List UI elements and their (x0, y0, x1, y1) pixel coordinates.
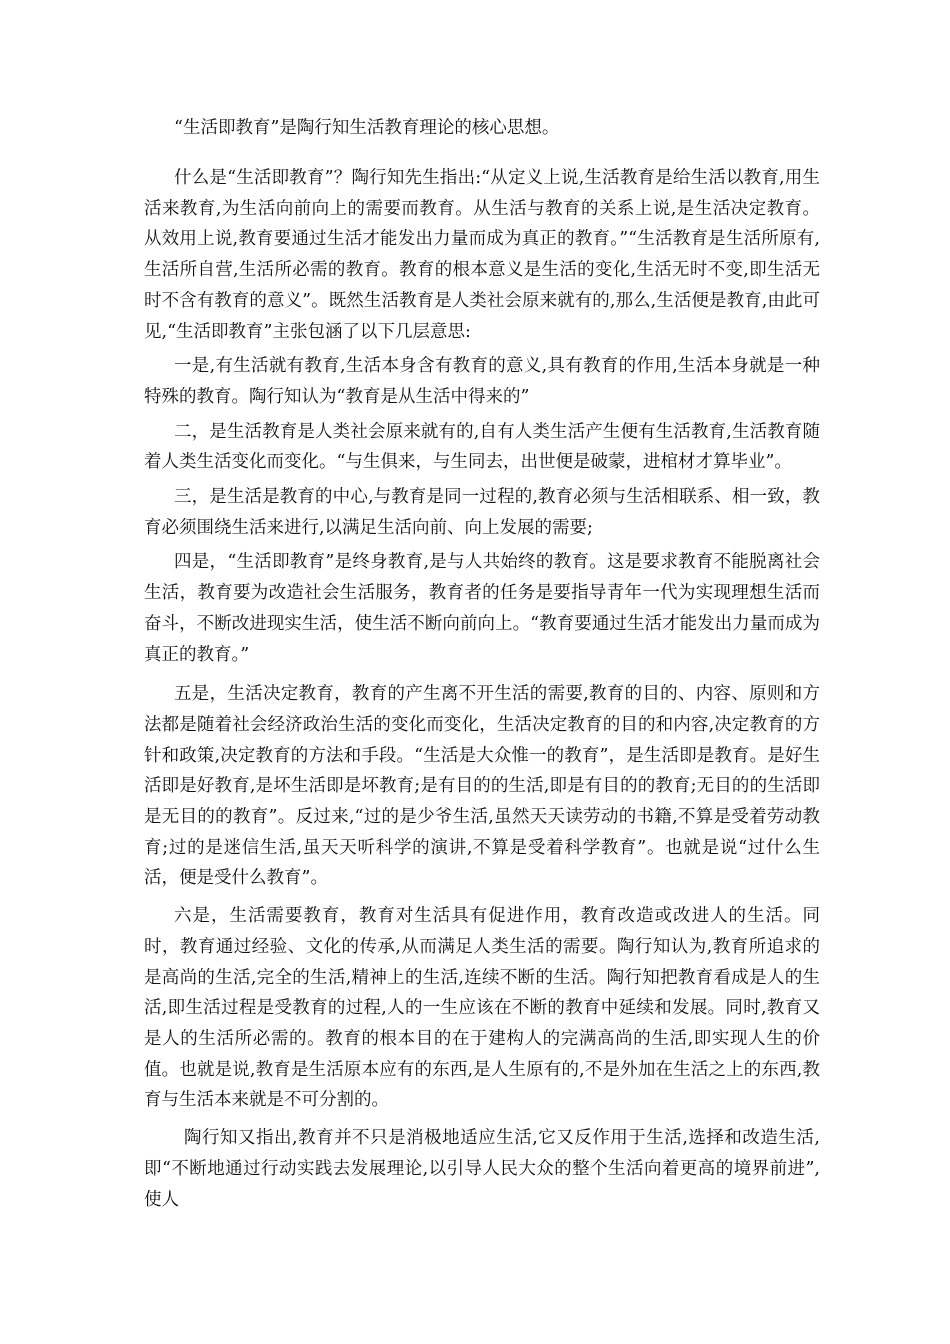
document-body (144, 163, 820, 1215)
paragraph-point-6: 六是，生活需要教育，教育对生活具有促进作用，教育改造或改进人的生活。同时，教育通过经验、文化的传承,从而满足人类生活的需要。陶行知认为,教育所追求的是高尚的生活,完全的生活,精神上的生活,连续不断的生活。陶行知把教育看成是人的生活,即生活过程是受教育的过程,人的一生应该在不断的教育中延续和发展。同时,教育又是人的生活所必需的。教育的根本目的在于建构人的完满高尚的生活,即实现人生的价值。也就是说,教育是生活原本应有的东西,是人生原有的,不是外加在生活之上的东西,教育与生活本来就是不可分割的。 (144, 906, 820, 1111)
paragraph-point-3: 三，是生活是教育的中心,与教育是同一过程的,教育必须与生活相联系、相一致，教育必须围绕生活来进行,以满足生活向前、向上发展的需要; (144, 487, 820, 538)
lead-sentence: “生活即教育”是陶行知生活教育理论的核心思想。 (174, 118, 560, 138)
paragraph-point-4: 四是，“生活即教育”是终身教育,是与人共始终的教育。这是要求教育不能脱离社会生活，教育要为改造社会生活服务，教育者的任务是要指导青年一代为实现理想生活而奋斗，不断改进现实生活，使生活不断向前向上。“教育要通过生活才能发出力量而成为真正的教育。” (144, 552, 820, 665)
paragraph-point-5: 五是，生活决定教育，教育的产生离不开生活的需要,教育的目的、内容、原则和方法都是随着社会经济政治生活的变化而变化，生活决定教育的目的和内容,决定教育的方针和政策,决定教育的方法和手段。“生活是大众惟一的教育”，是生活即是教育。是好生活即是好教育,是坏生活即是坏教育;是有目的的生活,即是有目的的教育;无目的的生活即是无目的的教育”。反过来,“过的是少爷生活,虽然天天读劳动的书籍,不算是受着劳动教育;过的是迷信生活,虽天天听科学的演讲,不算是受着科学教育”。也就是说“过什么生活，便是受什么教育”。 (144, 684, 820, 889)
paragraph-definition: 什么是“生活即教育”？陶行知先生指出:“从定义上说,生活教育是给生活以教育,用生活来教育,为生活向前向上的需要而教育。从生活与教育的关系上说,是生活决定教育。从效用上说,教育要通过生活才能发出力量而成为真正的教育。”“生活教育是生活所原有,生活所自营,生活所必需的教育。教育的根本意义是生活的变化,生活无时不变,即生活无时不含有教育的意义”。既然生活教育是人类社会原来就有的,那么,生活便是教育,由此可见,“生活即教育”主张包涵了以下几层意思: (144, 168, 820, 342)
paragraph-point-2: 二，是生活教育是人类社会原来就有的,自有人类生活产生便有生活教育,生活教育随着人类生活变化而变化。“与生俱来，与生同去，出世便是破蒙，进棺材才算毕业”。 (144, 421, 820, 473)
paragraph-conclusion: 陶行知又指出,教育并不只是消极地适应生活,它又反作用于生活,选择和改造生活,即“不断地通过行动实践去发展理论,以引导人民大众的整个生活向着更高的境界前进”,使人 (144, 1128, 820, 1210)
paragraph-point-1: 一是,有生活就有教育,生活本身含有教育的意义,具有教育的作用,生活本身就是一种特殊的教育。陶行知认为“教育是从生活中得来的” (144, 356, 820, 407)
